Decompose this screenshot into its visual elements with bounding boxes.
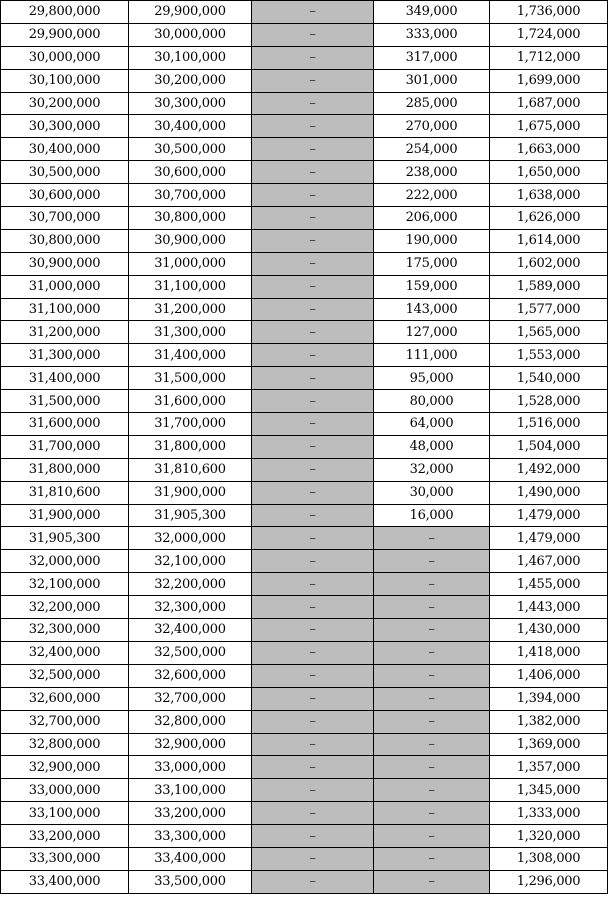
column-5-cell: 1,516,000 — [490, 413, 608, 436]
column-3-cell: – — [252, 550, 374, 573]
range-to-cell: 32,700,000 — [129, 687, 252, 710]
range-from-cell: 31,000,000 — [1, 275, 129, 298]
column-5-cell: 1,712,000 — [490, 46, 608, 69]
column-4-cell: 285,000 — [374, 92, 490, 115]
column-3-cell: – — [252, 138, 374, 161]
column-3-cell: – — [252, 1, 374, 24]
range-to-cell: 32,800,000 — [129, 710, 252, 733]
column-4-cell: 143,000 — [374, 298, 490, 321]
table-row — [1, 847, 608, 870]
column-3-cell: – — [252, 641, 374, 664]
range-to-cell: 30,600,000 — [129, 161, 252, 184]
table-row — [1, 596, 608, 619]
table-row — [1, 115, 608, 138]
column-5-cell: 1,577,000 — [490, 298, 608, 321]
column-4-cell: 32,000 — [374, 458, 490, 481]
table-row — [1, 1, 608, 24]
column-4-cell: 175,000 — [374, 252, 490, 275]
range-to-cell: 32,300,000 — [129, 596, 252, 619]
range-to-cell: 30,300,000 — [129, 92, 252, 115]
table-row — [1, 298, 608, 321]
range-from-cell: 31,300,000 — [1, 344, 129, 367]
range-from-cell: 32,500,000 — [1, 664, 129, 687]
column-4-cell: – — [374, 710, 490, 733]
column-5-cell: 1,320,000 — [490, 825, 608, 848]
range-to-cell: 31,100,000 — [129, 275, 252, 298]
column-3-cell: – — [252, 435, 374, 458]
table-row — [1, 92, 608, 115]
column-3-cell: – — [252, 619, 374, 642]
column-3-cell: – — [252, 161, 374, 184]
column-5-cell: 1,345,000 — [490, 779, 608, 802]
table-row — [1, 46, 608, 69]
column-3-cell: – — [252, 573, 374, 596]
table-row — [1, 207, 608, 230]
column-4-cell: 190,000 — [374, 229, 490, 252]
column-5-cell: 1,675,000 — [490, 115, 608, 138]
range-to-cell: 31,500,000 — [129, 367, 252, 390]
column-3-cell: – — [252, 92, 374, 115]
range-from-cell: 33,000,000 — [1, 779, 129, 802]
column-4-cell: 270,000 — [374, 115, 490, 138]
column-3-cell: – — [252, 321, 374, 344]
range-from-cell: 31,900,000 — [1, 504, 129, 527]
column-3-cell: – — [252, 756, 374, 779]
column-3-cell: – — [252, 184, 374, 207]
range-to-cell: 30,100,000 — [129, 46, 252, 69]
table-row — [1, 435, 608, 458]
table-row — [1, 23, 608, 46]
range-from-cell: 32,100,000 — [1, 573, 129, 596]
column-5-cell: 1,650,000 — [490, 161, 608, 184]
range-to-cell: 33,500,000 — [129, 870, 252, 893]
table-row — [1, 779, 608, 802]
column-3-cell: – — [252, 527, 374, 550]
table-row — [1, 161, 608, 184]
column-5-cell: 1,589,000 — [490, 275, 608, 298]
column-5-cell: 1,540,000 — [490, 367, 608, 390]
range-from-cell: 30,100,000 — [1, 69, 129, 92]
range-to-cell: 33,400,000 — [129, 847, 252, 870]
range-to-cell: 30,500,000 — [129, 138, 252, 161]
range-to-cell: 32,500,000 — [129, 641, 252, 664]
range-to-cell: 32,000,000 — [129, 527, 252, 550]
column-4-cell: – — [374, 847, 490, 870]
range-to-cell: 31,810,600 — [129, 458, 252, 481]
table-row — [1, 573, 608, 596]
range-to-cell: 33,200,000 — [129, 802, 252, 825]
column-3-cell: – — [252, 344, 374, 367]
range-from-cell: 31,700,000 — [1, 435, 129, 458]
table-row — [1, 481, 608, 504]
column-4-cell: – — [374, 664, 490, 687]
range-from-cell: 31,500,000 — [1, 390, 129, 413]
table-row — [1, 664, 608, 687]
range-from-cell: 31,905,300 — [1, 527, 129, 550]
column-3-cell: – — [252, 298, 374, 321]
range-from-cell: 31,800,000 — [1, 458, 129, 481]
range-from-cell: 32,000,000 — [1, 550, 129, 573]
column-4-cell: – — [374, 596, 490, 619]
column-5-cell: 1,357,000 — [490, 756, 608, 779]
column-3-cell: – — [252, 23, 374, 46]
column-5-cell: 1,430,000 — [490, 619, 608, 642]
column-3-cell: – — [252, 802, 374, 825]
column-4-cell: – — [374, 756, 490, 779]
range-from-cell: 33,300,000 — [1, 847, 129, 870]
range-to-cell: 31,300,000 — [129, 321, 252, 344]
column-5-cell: 1,724,000 — [490, 23, 608, 46]
column-5-cell: 1,504,000 — [490, 435, 608, 458]
table-row — [1, 825, 608, 848]
column-4-cell: – — [374, 779, 490, 802]
range-to-cell: 31,700,000 — [129, 413, 252, 436]
range-to-cell: 33,100,000 — [129, 779, 252, 802]
range-to-cell: 30,200,000 — [129, 69, 252, 92]
column-3-cell: – — [252, 367, 374, 390]
range-to-cell: 31,400,000 — [129, 344, 252, 367]
range-from-cell: 32,800,000 — [1, 733, 129, 756]
column-5-cell: 1,296,000 — [490, 870, 608, 893]
column-5-cell: 1,602,000 — [490, 252, 608, 275]
column-3-cell: – — [252, 46, 374, 69]
column-5-cell: 1,638,000 — [490, 184, 608, 207]
column-4-cell: 349,000 — [374, 1, 490, 24]
range-to-cell: 30,800,000 — [129, 207, 252, 230]
column-3-cell: – — [252, 870, 374, 893]
table-row — [1, 413, 608, 436]
range-from-cell: 32,700,000 — [1, 710, 129, 733]
range-to-cell: 33,300,000 — [129, 825, 252, 848]
column-3-cell: – — [252, 458, 374, 481]
range-to-cell: 31,905,300 — [129, 504, 252, 527]
column-3-cell: – — [252, 69, 374, 92]
range-to-cell: 31,200,000 — [129, 298, 252, 321]
column-4-cell: 317,000 — [374, 46, 490, 69]
column-5-cell: 1,406,000 — [490, 664, 608, 687]
column-5-cell: 1,663,000 — [490, 138, 608, 161]
column-3-cell: – — [252, 825, 374, 848]
range-from-cell: 30,300,000 — [1, 115, 129, 138]
table-row — [1, 756, 608, 779]
range-from-cell: 30,600,000 — [1, 184, 129, 207]
range-to-cell: 32,200,000 — [129, 573, 252, 596]
range-from-cell: 30,500,000 — [1, 161, 129, 184]
column-5-cell: 1,418,000 — [490, 641, 608, 664]
column-4-cell: – — [374, 641, 490, 664]
range-to-cell: 32,100,000 — [129, 550, 252, 573]
column-4-cell: – — [374, 527, 490, 550]
column-5-cell: 1,687,000 — [490, 92, 608, 115]
column-5-cell: 1,455,000 — [490, 573, 608, 596]
column-4-cell: 159,000 — [374, 275, 490, 298]
range-from-cell: 29,800,000 — [1, 1, 129, 24]
table-row — [1, 229, 608, 252]
column-3-cell: – — [252, 229, 374, 252]
column-4-cell: 206,000 — [374, 207, 490, 230]
table-row — [1, 458, 608, 481]
column-4-cell: – — [374, 687, 490, 710]
column-4-cell: – — [374, 733, 490, 756]
column-4-cell: 333,000 — [374, 23, 490, 46]
range-from-cell: 31,100,000 — [1, 298, 129, 321]
range-to-cell: 32,400,000 — [129, 619, 252, 642]
range-from-cell: 30,400,000 — [1, 138, 129, 161]
range-from-cell: 33,100,000 — [1, 802, 129, 825]
range-from-cell: 31,600,000 — [1, 413, 129, 436]
column-4-cell: 222,000 — [374, 184, 490, 207]
table-row — [1, 710, 608, 733]
column-5-cell: 1,467,000 — [490, 550, 608, 573]
column-5-cell: 1,614,000 — [490, 229, 608, 252]
range-to-cell: 30,400,000 — [129, 115, 252, 138]
range-from-cell: 30,800,000 — [1, 229, 129, 252]
column-3-cell: – — [252, 710, 374, 733]
column-3-cell: – — [252, 733, 374, 756]
column-4-cell: 80,000 — [374, 390, 490, 413]
column-4-cell: 111,000 — [374, 344, 490, 367]
range-from-cell: 30,200,000 — [1, 92, 129, 115]
column-3-cell: – — [252, 664, 374, 687]
column-4-cell: 30,000 — [374, 481, 490, 504]
column-5-cell: 1,443,000 — [490, 596, 608, 619]
range-from-cell: 31,810,600 — [1, 481, 129, 504]
range-to-cell: 30,900,000 — [129, 229, 252, 252]
column-5-cell: 1,394,000 — [490, 687, 608, 710]
table-row — [1, 344, 608, 367]
column-4-cell: – — [374, 825, 490, 848]
column-4-cell: 301,000 — [374, 69, 490, 92]
range-to-cell: 31,800,000 — [129, 435, 252, 458]
table-row — [1, 870, 608, 893]
column-4-cell: – — [374, 619, 490, 642]
column-3-cell: – — [252, 413, 374, 436]
column-3-cell: – — [252, 481, 374, 504]
table-row — [1, 252, 608, 275]
column-5-cell: 1,553,000 — [490, 344, 608, 367]
column-5-cell: 1,308,000 — [490, 847, 608, 870]
table-row — [1, 504, 608, 527]
range-from-cell: 33,200,000 — [1, 825, 129, 848]
column-5-cell: 1,369,000 — [490, 733, 608, 756]
table-row — [1, 184, 608, 207]
column-4-cell: – — [374, 573, 490, 596]
column-5-cell: 1,626,000 — [490, 207, 608, 230]
column-4-cell: – — [374, 550, 490, 573]
range-to-cell: 32,900,000 — [129, 733, 252, 756]
column-5-cell: 1,490,000 — [490, 481, 608, 504]
column-3-cell: – — [252, 275, 374, 298]
column-4-cell: 127,000 — [374, 321, 490, 344]
range-from-cell: 33,400,000 — [1, 870, 129, 893]
table-row — [1, 527, 608, 550]
table-row — [1, 367, 608, 390]
range-to-cell: 31,000,000 — [129, 252, 252, 275]
column-4-cell: 64,000 — [374, 413, 490, 436]
table-row — [1, 550, 608, 573]
column-4-cell: 16,000 — [374, 504, 490, 527]
range-to-cell: 32,600,000 — [129, 664, 252, 687]
range-from-cell: 31,200,000 — [1, 321, 129, 344]
table-row — [1, 275, 608, 298]
column-5-cell: 1,382,000 — [490, 710, 608, 733]
range-to-cell: 29,900,000 — [129, 1, 252, 24]
column-3-cell: – — [252, 504, 374, 527]
range-from-cell: 30,000,000 — [1, 46, 129, 69]
column-3-cell: – — [252, 596, 374, 619]
column-5-cell: 1,699,000 — [490, 69, 608, 92]
column-5-cell: 1,492,000 — [490, 458, 608, 481]
table-row — [1, 733, 608, 756]
table-row — [1, 619, 608, 642]
range-to-cell: 31,600,000 — [129, 390, 252, 413]
column-3-cell: – — [252, 779, 374, 802]
column-3-cell: – — [252, 687, 374, 710]
table-row — [1, 69, 608, 92]
column-5-cell: 1,736,000 — [490, 1, 608, 24]
range-from-cell: 29,900,000 — [1, 23, 129, 46]
range-from-cell: 30,700,000 — [1, 207, 129, 230]
column-3-cell: – — [252, 207, 374, 230]
column-3-cell: – — [252, 115, 374, 138]
column-5-cell: 1,528,000 — [490, 390, 608, 413]
range-to-cell: 33,000,000 — [129, 756, 252, 779]
table-body — [1, 1, 608, 894]
range-from-cell: 30,900,000 — [1, 252, 129, 275]
range-from-cell: 32,900,000 — [1, 756, 129, 779]
range-to-cell: 30,000,000 — [129, 23, 252, 46]
range-from-cell: 32,300,000 — [1, 619, 129, 642]
range-from-cell: 32,400,000 — [1, 641, 129, 664]
column-5-cell: 1,479,000 — [490, 527, 608, 550]
table-row — [1, 687, 608, 710]
column-5-cell: 1,479,000 — [490, 504, 608, 527]
column-5-cell: 1,333,000 — [490, 802, 608, 825]
range-from-cell: 31,400,000 — [1, 367, 129, 390]
column-3-cell: – — [252, 390, 374, 413]
range-from-cell: 32,600,000 — [1, 687, 129, 710]
table-row — [1, 138, 608, 161]
column-4-cell: 238,000 — [374, 161, 490, 184]
table-row — [1, 802, 608, 825]
table-row — [1, 321, 608, 344]
range-to-cell: 31,900,000 — [129, 481, 252, 504]
column-4-cell: – — [374, 870, 490, 893]
table-row — [1, 390, 608, 413]
column-4-cell: 48,000 — [374, 435, 490, 458]
column-4-cell: 254,000 — [374, 138, 490, 161]
range-from-cell: 32,200,000 — [1, 596, 129, 619]
table-row — [1, 641, 608, 664]
range-to-cell: 30,700,000 — [129, 184, 252, 207]
column-3-cell: – — [252, 847, 374, 870]
column-3-cell: – — [252, 252, 374, 275]
column-4-cell: – — [374, 802, 490, 825]
column-4-cell: 95,000 — [374, 367, 490, 390]
column-5-cell: 1,565,000 — [490, 321, 608, 344]
